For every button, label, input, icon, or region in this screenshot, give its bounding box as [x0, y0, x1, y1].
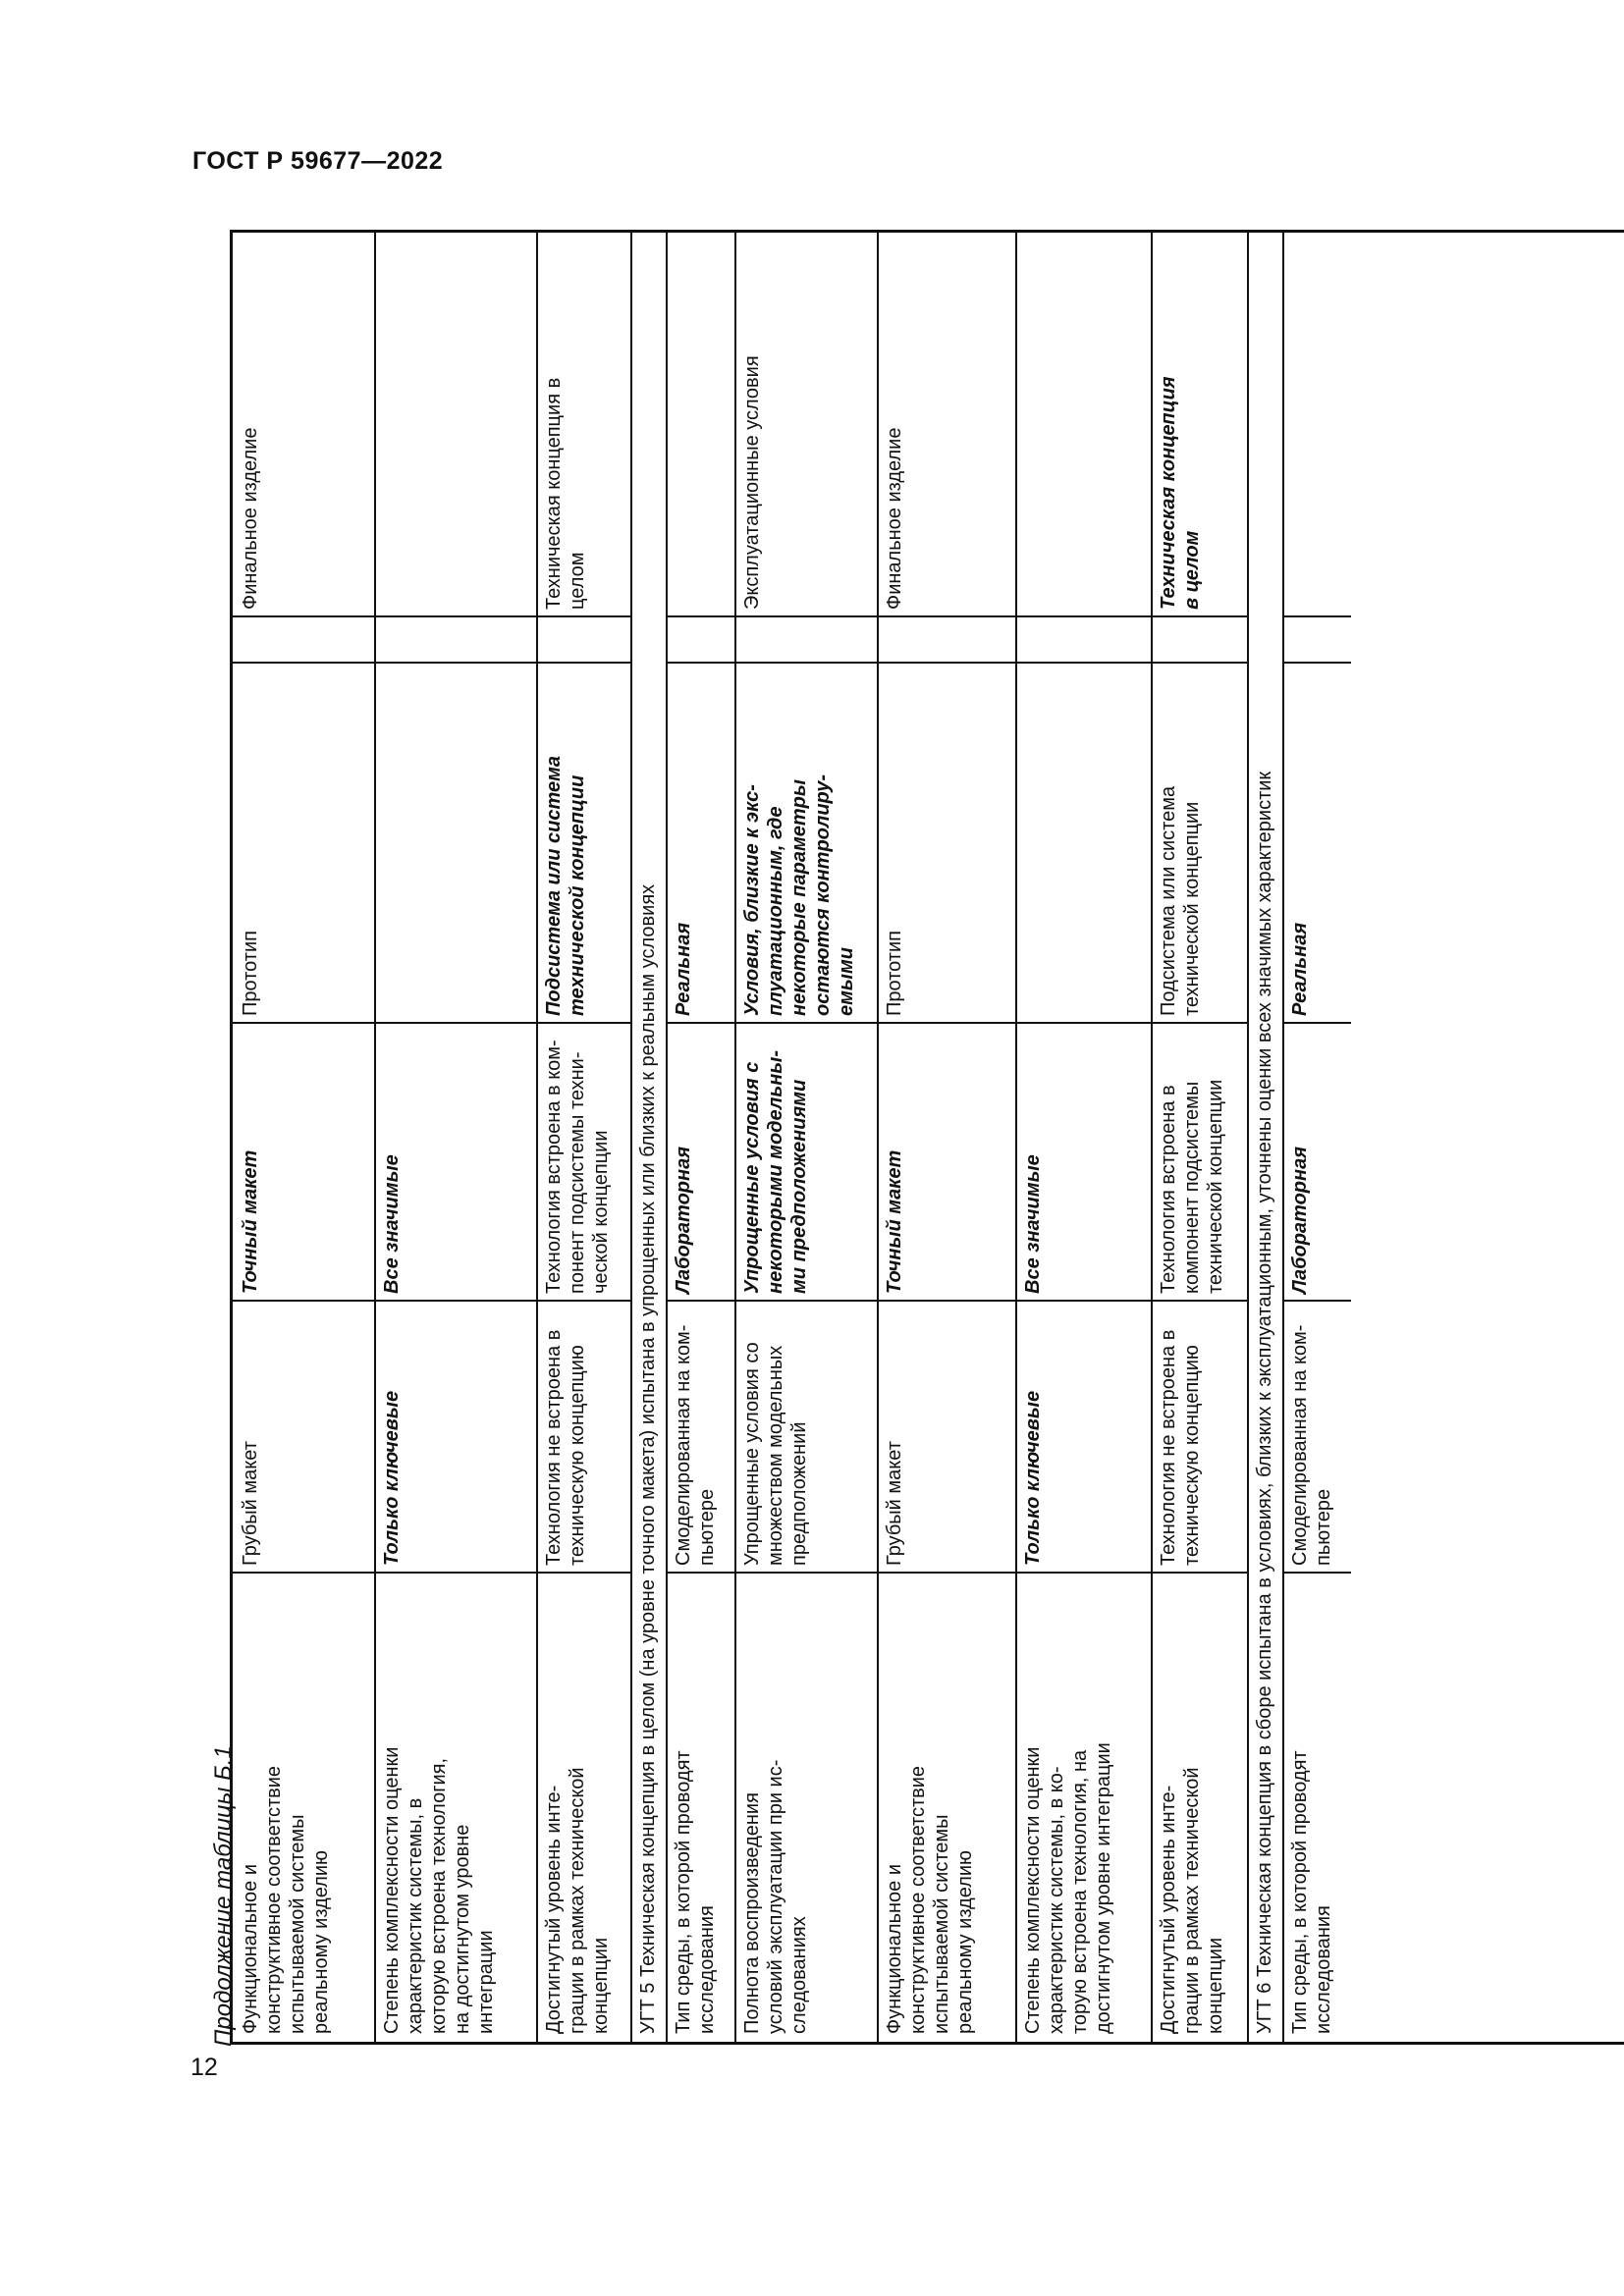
- rotated-page-content: [210, 221, 1624, 2047]
- table-cell: Грубый макет: [240, 1441, 261, 1566]
- row-divider: [536, 233, 538, 2042]
- table-cell: Реальная: [673, 922, 694, 1016]
- standard-header: ГОСТ Р 59677—2022: [192, 147, 444, 175]
- table-cell: Грубый макет: [884, 1441, 905, 1566]
- row-label-cell: Степень комплексности оценки характеристик системы, в ко- торую встроена технология, на достигнутом уровне интеграции: [1022, 1742, 1114, 2034]
- column-divider: [233, 662, 630, 664]
- column-divider: [233, 1300, 630, 1302]
- table-cell: [233, 617, 374, 664]
- table-cell: Финальное изделие: [240, 427, 261, 610]
- table-cell: Эксплуатационные условия: [741, 355, 763, 610]
- level-heading: УГТ 5 Техническая концепция в целом (на уровне точного макета) испытана в упрощенных или близких к реальным условиях: [637, 883, 659, 2034]
- column-divider: [666, 662, 1247, 664]
- table-cell: Прототип: [240, 931, 261, 1016]
- row-divider: [1282, 233, 1284, 2042]
- row-divider: [374, 233, 376, 2042]
- column-divider: [666, 615, 1247, 617]
- row-label-cell: Функциональное и конструктивное соответствие испытываемой системы реальному изделию: [240, 1765, 332, 2034]
- table-cell: Точный макет: [884, 1149, 905, 1294]
- criteria-table: [230, 230, 1624, 2045]
- table-cell: Техническая концепция в целом: [1158, 376, 1203, 610]
- row-divider: [1247, 233, 1249, 2042]
- table-cell: Техническая концепция в целом: [543, 377, 588, 610]
- table-cell: Подсистема или система технической концепции: [543, 756, 588, 1016]
- table-cell: [1015, 227, 1151, 617]
- table-cell: Технология встроена в ком- понент подсистемы техни- ческой концепции: [543, 1040, 612, 1294]
- table-cell: Все значимые: [1022, 1154, 1044, 1294]
- row-divider: [1151, 233, 1153, 2042]
- table-cell: Упрощенные условия с некоторыми модельны- ми предположениями: [741, 1049, 810, 1294]
- row-divider: [877, 233, 879, 2042]
- table-cell: Точный макет: [240, 1149, 261, 1294]
- row-label-cell: Достигнутый уровень инте- грации в рамках технической концепции: [1158, 1767, 1226, 2034]
- row-label-cell: Функциональное и конструктивное соответствие испытываемой системы реальному изделию: [884, 1765, 976, 2034]
- column-divider: [233, 1572, 630, 1574]
- column-divider: [1282, 662, 1351, 664]
- table-cell: [1282, 617, 1351, 664]
- table-cell: Лабораторная: [1289, 1147, 1311, 1294]
- row-label-cell: Тип среды, в которой проводят исследования: [1289, 1750, 1334, 2034]
- column-divider: [1282, 615, 1351, 617]
- table-cell: [877, 617, 1015, 664]
- row-label-cell: Достигнутый уровень инте- грации в рамках технической концепции: [543, 1767, 612, 2034]
- table-cell: Подсистема или система технической концепции: [1158, 785, 1203, 1016]
- table-cell: [666, 227, 734, 617]
- column-divider: [666, 1300, 1247, 1302]
- table-cell: [1015, 664, 1151, 1024]
- table-cell: [374, 227, 536, 617]
- row-divider: [734, 233, 736, 2042]
- page-number: 12: [190, 2054, 218, 2081]
- table-cell: Технология встроена в компонент подсистемы технической концепции: [1158, 1079, 1226, 1294]
- row-divider: [630, 233, 632, 2042]
- table-cell: Смоделированная на ком- пьютере: [1289, 1324, 1334, 1566]
- table-cell: Реальная: [1289, 922, 1311, 1016]
- column-divider: [233, 615, 630, 617]
- table-cell: Смоделированная на ком- пьютере: [673, 1324, 718, 1566]
- column-divider: [1282, 1022, 1351, 1024]
- row-divider: [666, 233, 668, 2042]
- table-cell: [1282, 227, 1351, 617]
- table-cell: Условия, близкие к экс- плуатационным, где некоторые параметры остаются контролиру- емыми: [741, 774, 857, 1016]
- table-cell: [666, 617, 734, 664]
- table-cell: Финальное изделие: [884, 427, 905, 610]
- table-cell: [374, 617, 536, 664]
- table-cell: [734, 617, 877, 664]
- table-cell: [374, 664, 536, 1024]
- table-cell: Все значимые: [381, 1154, 403, 1294]
- table-cell: [536, 617, 630, 664]
- row-label-cell: Полнота воспроизведения условий эксплуатации при ис- следованиях: [741, 1759, 810, 2034]
- column-divider: [1282, 1572, 1351, 1574]
- table-cell: Лабораторная: [673, 1147, 694, 1294]
- column-divider: [233, 1022, 630, 1024]
- column-divider: [1282, 1300, 1351, 1302]
- table-cell: Только ключевые: [381, 1390, 403, 1566]
- column-divider: [666, 1572, 1247, 1574]
- row-label-cell: Степень комплексности оценки характеристик системы, в которую встроена технология, на достигнутом уровне интеграции: [381, 1746, 497, 2034]
- table-cell: Прототип: [884, 931, 905, 1016]
- table-cell: [1015, 617, 1151, 664]
- column-divider: [666, 1022, 1247, 1024]
- level-heading: УГТ 6 Техническая концепция в сборе испытана в условиях, близких к эксплуатационным, уточнены оценки всех значимых характеристик: [1254, 771, 1275, 2034]
- table-cell: Технология не встроена в техническую концепцию: [543, 1329, 588, 1566]
- table-cell: Технология не встроена в техническую концепцию: [1158, 1329, 1203, 1566]
- row-label-cell: Тип среды, в которой проводят исследования: [673, 1750, 718, 2034]
- row-divider: [1015, 233, 1017, 2042]
- table-cell: Упрощенные условия со множеством модельных предположений: [741, 1342, 810, 1566]
- table-cell: Только ключевые: [1022, 1390, 1044, 1566]
- table-caption: Продолжение таблицы Б.1: [210, 1745, 237, 2047]
- table-cell: [1151, 617, 1247, 664]
